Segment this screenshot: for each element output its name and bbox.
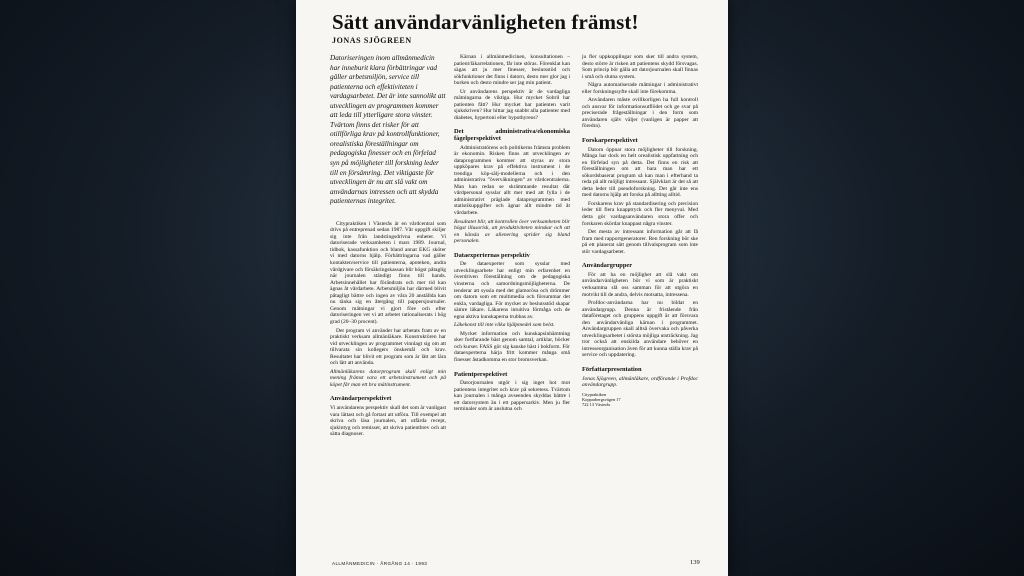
section-heading: Det administrativa/ekonomiska fågelperspektivet [454, 128, 570, 143]
italic-paragraph: Resultatet blir, att kontrollen över verksamheten blir högst illusorisk, att produktiviteten minskar och att en känsla av alienering sprider sig bland personalen. [454, 218, 570, 245]
journal-footer: ALLMÄNMEDICIN · ÅRGÅNG 14 · 1993 [332, 561, 428, 566]
column-2 [454, 54, 570, 415]
paragraph: Några automatiserade mätningar i administrativt eller forskningssyfte skall inte förekomma. [582, 82, 698, 95]
paragraph: Datorn öppnar stora möjligheter till forskning. Många har dock en helt orealistisk uppfattning och en förfelad syn på detta. Det finns en risk att föreställningen om att bara man har ett sökordsbaserat program så kan man i efterhand ta reda på allt möjligt intressant. Självklart är det så att detta leder till pseudoforskning. Det går inte ens med datorns hjälp att forska på alltting alltid. [582, 146, 698, 199]
column-1 [330, 54, 446, 440]
paragraph: Administratörens och politikerns främsta problem är ekonomin. Risken finns att utvecklingen av dataprogrammen kommer att styras av stora uppköpares krav på effektiva instrument i de trendiga köp-sälj-modellerna och i den administrativa ”överväkningen” av vårdcentralerna. Man kan redan se skrämmande resultat där vårdpersonal sysslar allt mer med att fylla i de administrativt präglade dataprogrammen med statistikuppgifter och ägnar allt mindre tid åt vårdarbete. [454, 144, 570, 217]
paragraph: Datorjournalen utgör i sig inget hot mot patientens integritet och krav på sekretess. Tvärtom kan journalen i många avseenden skyddas bättre i ett datorsystem än i ett pappersarkiv. Men ju fler terminaler som är anslutna och [454, 380, 570, 413]
article-page [296, 0, 728, 576]
section-heading: Författarpresentation [582, 365, 642, 373]
address-line: Kopparbergsvägen 17 [582, 396, 621, 402]
paragraph: Mycket information och kunskapsinhämtning sker fortfarande bäst genom samtal, artiklar, böcker och kurser. FASS gör sig kanske bäst i bokform. För dataexperterna härja fritt kommer många små finesser åstadkomma en stor bromsverkan. [454, 330, 570, 363]
paragraph: Det program vi använder har arbetats fram av en praktiskt verksam allmänläkare. Konstruktören har vid utvecklingen av programmet vinnlagt sig om att tillvarata sin kollegers önskemål och krav. Resultatet har blivit ett program som är lätt att lära och lätt att använda. [330, 327, 446, 367]
section-heading: Användargrupper [582, 262, 633, 270]
italic-paragraph: Allmänläkarens datorprogram skall enligt min mening främst vara ett arbetsinstrument och på köpet får man ett bra mätinstrument. [330, 368, 446, 388]
article-title: Sätt användarvänligheten främst! [332, 10, 639, 34]
paragraph: Vi användarens perspektiv skall det som är vanligast vara lättast och gå fortast att utföra. Till exempel att skriva och läsa journalen, att utfärda recept, sjukintyg och remisser, att skriva patientbrev och att sätta diagnoser. [330, 404, 446, 438]
address-line: Citypraktiken [582, 391, 607, 397]
lead-paragraph: Datoriseringen inom allmänmedicin har inneburit klara förbättringar vad gäller arbetsmiljön, service till patienterna och effektiviteten i vardagsarbetet. Det är inte sannolikt att utvecklingen av programmen kommer att leda till ytterligare stora vinster. Tvärtom finns det risker för att otillförliga krav på kontrollfunktioner, orealistiska föreställningar om pedagogiska finesser och en förfelad syn på möjligheter till forskning leder till en försämring. Det viktigaste för utvecklingen är nu att slå vakt om användarnas intressen och att skydda patienternas integritet. [330, 54, 446, 206]
address-line: 722 13 Västerås [582, 401, 611, 407]
paragraph: Profdoc-användarna har nu bildat en användargrupp. Denna är fristående från dataföretaget och gruppens uppgift är att försvara den användarvänliga kärnan i programmet. Användargruppen skall alltså övervaka och påverka utvecklingsarbetet i största möjliga utsträckning. Jag tror också att enskilda användare behöver en intresseorganisation även för att kunna ställa krav på service och uppdatering. [582, 300, 698, 359]
author-presentation: Jonas Sjögreen, allmänläkare, ordförande i Profdoc användargrupp. [582, 375, 698, 389]
paragraph: Forskarens krav på standardisering och precision leder till flera knapptryck och fler menyval. Med detta gör vardagsanvändaren stora offer och forskaren skördar knappast några vinster. [582, 200, 698, 227]
section-heading: Patientperspektivet [454, 370, 508, 378]
paragraph: Citypraktiken i Västerås är en vårdcentral som drivs på entreprenad sedan 1987. Vår uppgift skiljer sig inte från landstingsdrivna enheter. Vi datoriserade verksamheten i mars 1989. Journal, tidbok, kassafunktion och bland annat EKG sköter vi med datorns hjälp. Förbättringarna vad gäller kontakten/service till patienterna, apoteken, andra vårdgivare och försäkringskassan blir högst påtaglig när journalen ständigt finns till hands. Arbetsinnehållet har förändrats och mer tid kan ägnas åt vårdarbete. Arbetsmiljön har därmed blivit påtagligt bättre och ingen av våra 20 anställda kan nu tänka sig en återgång till pappersjournaler. Genom mätningar vi gjort före och efter datoriseringen vet vi att arbetet rationaliserats i hög grad (20–30 procent). [330, 220, 446, 325]
paragraph: Kärnan i allmänmedicinen, konsultationen – patient/läkarrelationen, får inte störas. Förenklat kan sägas att ju mer finesser, beslutsstöd och sökfunktioner det finns i datorn, desto mer glor jag i burken och desto mindre ser jag min patient. [454, 54, 570, 87]
paragraph: För att ha en möjlighet att slå vakt om användarvänligheten bör vi som är praktiskt verksamma slå oss samman för att utgöra en motvikt till de andra, delvis motsatta, intressena. [582, 271, 698, 298]
italic-paragraph: Läkekonst till inte vilka hjälpmedel som helst. [454, 322, 555, 329]
paragraph: Användaren måste ovillkorligen ha full kontroll och ansvar för informationsutflödet och ge svar på preciserade frågeställningar i den form som användaren själv väljer (vanligen är papper att föredra). [582, 97, 698, 130]
section-heading: Dataexperternas perspektiv [454, 251, 530, 259]
paragraph: De dataexperter som sysslar med utvecklingsarbete har enligt min erfarenhet en överdriven föreställning om de pedagogiska vinsterna och samordningsmöjligheterna. De tenderar att syssla med det glamorösa och drömmer om datorn som ett multimedia och försummar det enkla, vardagliga. För mycket av beslutsstöd skapar sämre läkare. Läkarens intuitiva förmåga och de egna aktiva kunskaperna trubbas av. [454, 261, 570, 320]
paragraph: Det mesta av intressant information går att få fram med rapportgeneratorer. Ren forskning bör ske på ett planerat sätt genom tillvalsprogram som inte stör vardagsarbetet. [582, 229, 698, 255]
paragraph: Ur användarens perspektiv är de vardagliga mätningarna de viktiga. Hur mycket Sobril har patienten fått? Hur mycket har patienten varit sjukskriven? Hur hittar jag snabbt alla patienter med diabetes, hypertoni eller hypothyreos? [454, 88, 570, 121]
article-author: JONAS SJÖGREEN [332, 36, 412, 45]
paragraph: ju fler uppkopplingar som sker till andra system, desto större är risken att patientens skydd försvagas. Som princip bör gälla att datorjournalen skall finnas i små och slutna system. [582, 54, 698, 80]
author-address [582, 392, 698, 407]
page-number: 139 [690, 559, 700, 566]
section-heading: Forskarperspektivet [582, 137, 638, 145]
column-3 [582, 54, 698, 407]
section-heading: Användarperspektivet [330, 395, 392, 403]
